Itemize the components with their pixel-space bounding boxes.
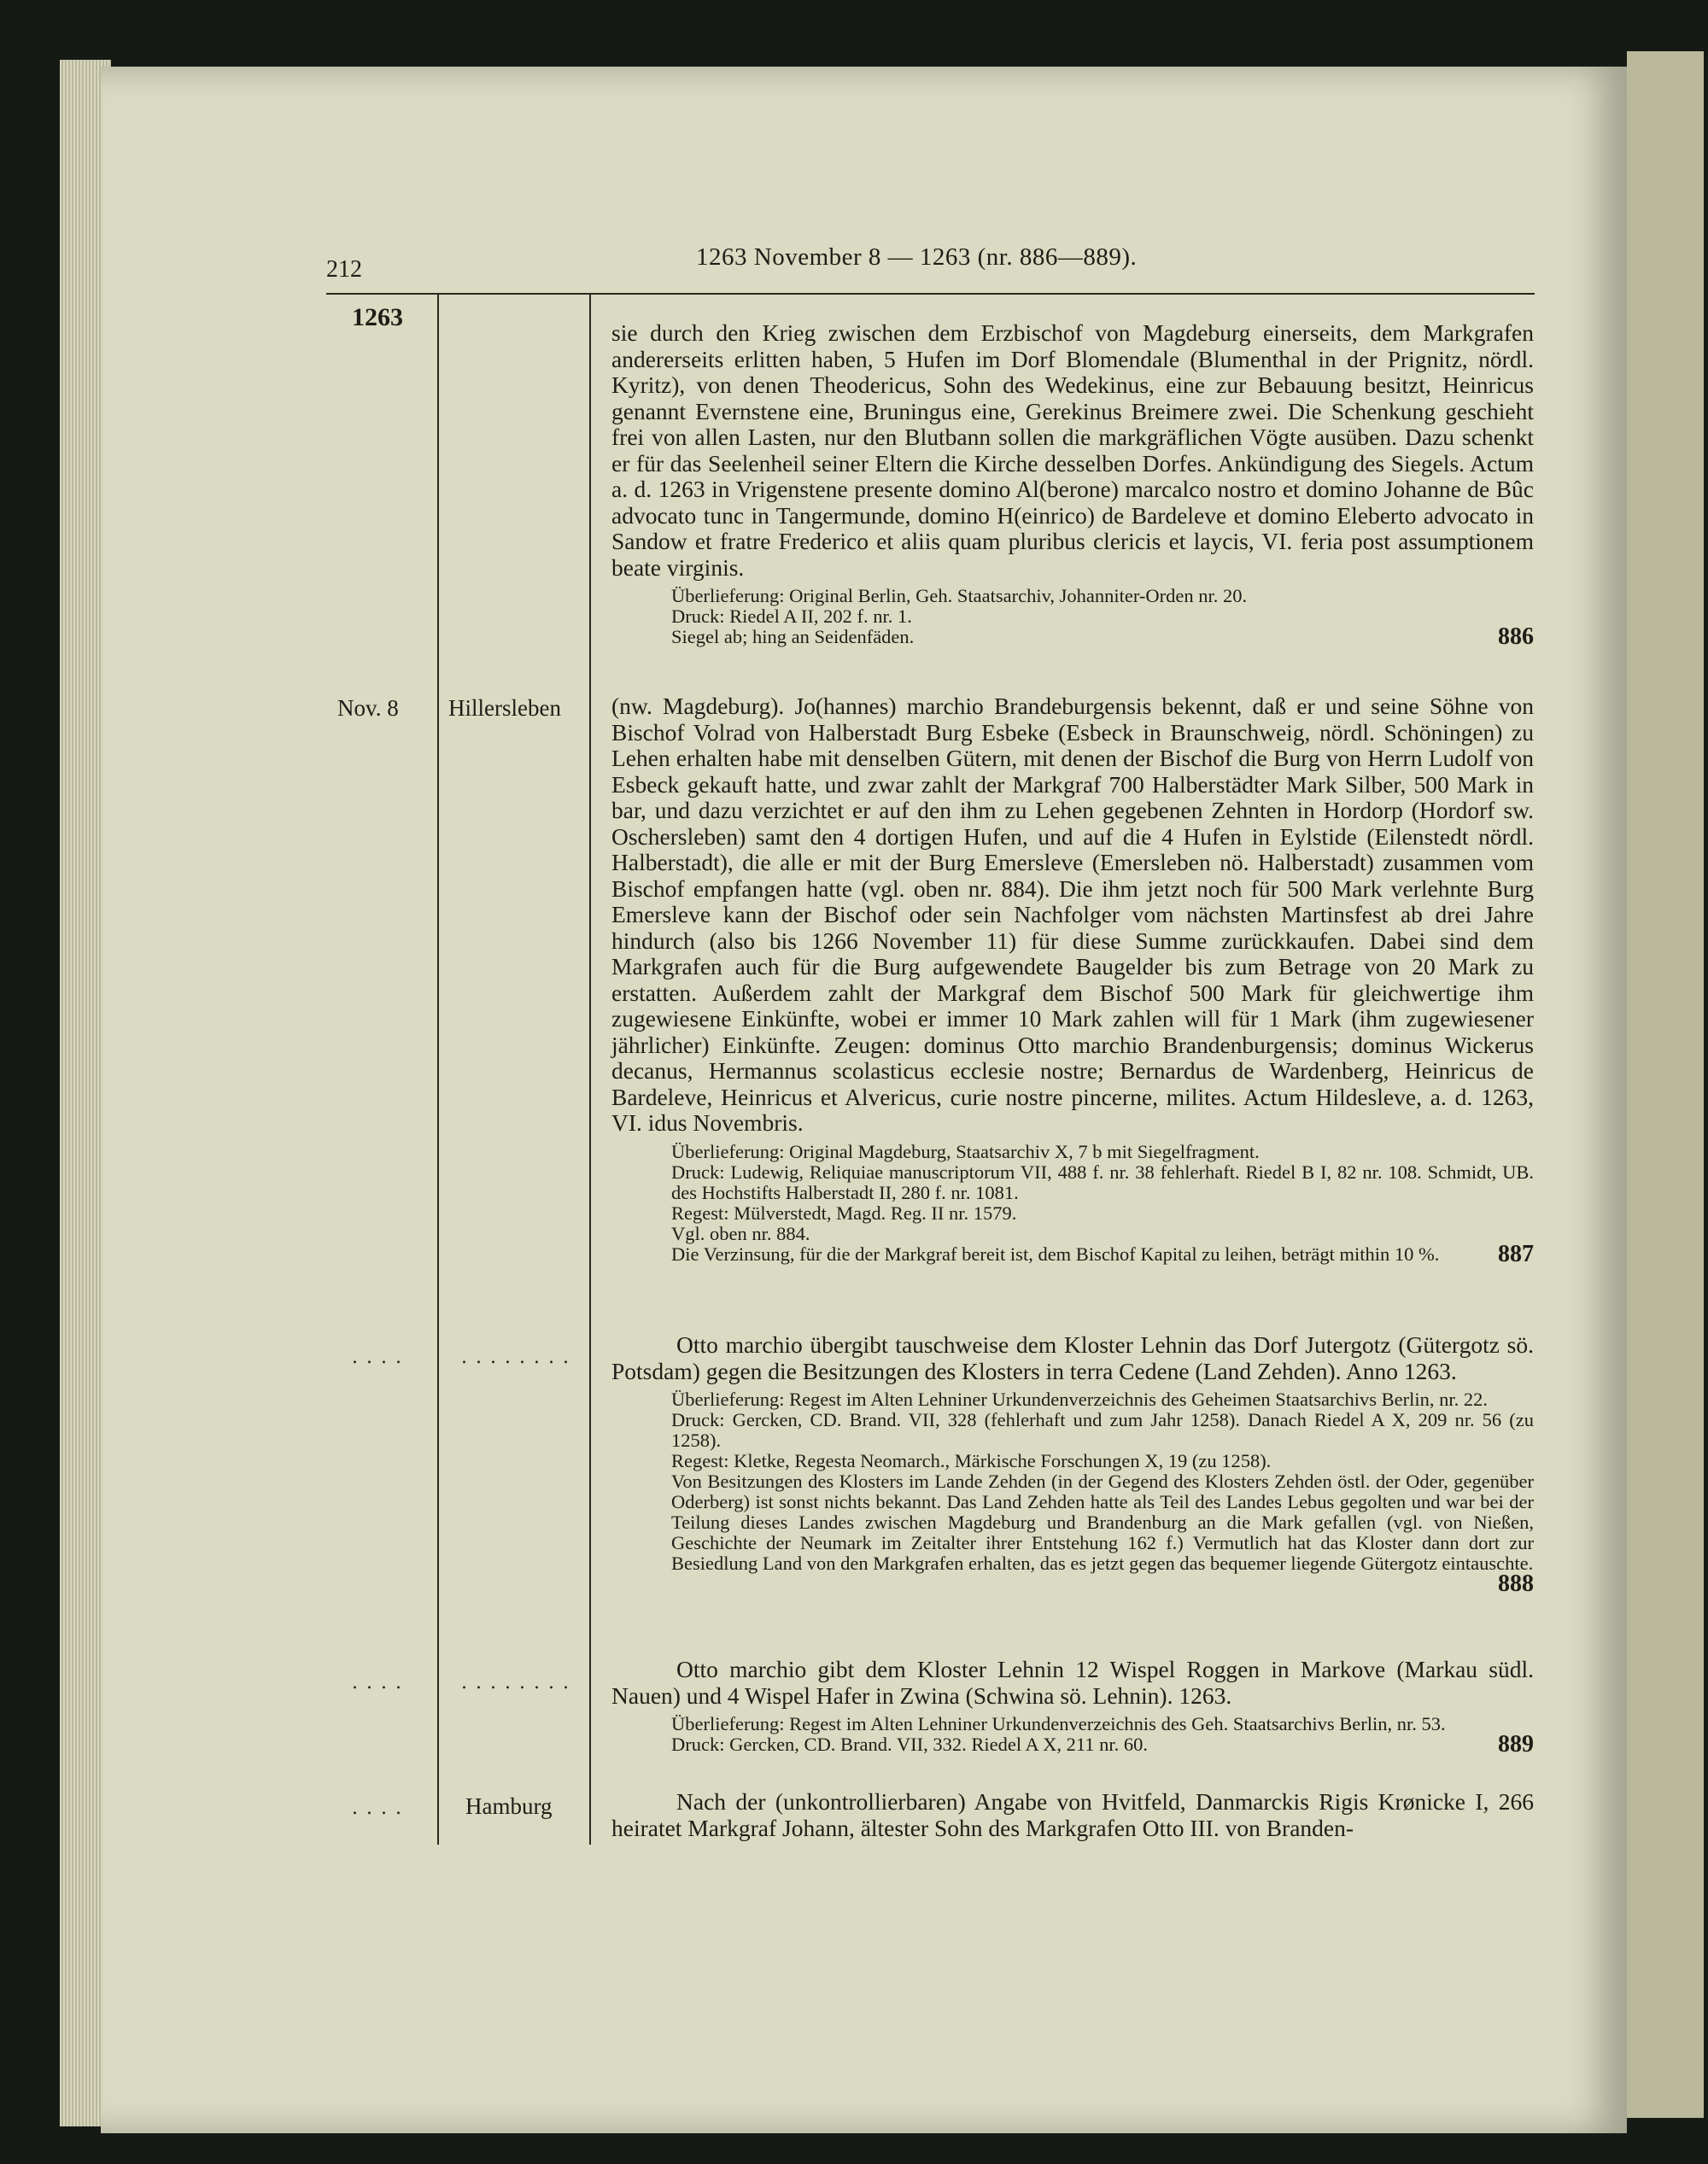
entry-890-place: Hamburg bbox=[465, 1793, 553, 1819]
note: Überlieferung: Regest im Alten Lehniner Urkundenverzeichnis des Geh. Staatsarchivs Berlin, nr. 53. bbox=[671, 1713, 1446, 1734]
entry-number: 886 bbox=[1498, 623, 1534, 650]
entry-888-notes bbox=[611, 1389, 1534, 1597]
note: Druck: Gercken, CD. Brand. VII, 328 (fehlerhaft und zum Jahr 1258). Danach Riedel A X, 209 nr. 56 (zu 1258). bbox=[671, 1409, 1534, 1451]
facing-page-edge bbox=[1627, 51, 1704, 2118]
note-text: Siegel ab; hing an Seidenfäden. bbox=[671, 626, 915, 647]
entry-887 bbox=[611, 693, 1534, 1265]
entry-888-text: Otto marchio übergibt tauschweise dem Kloster Lehnin das Dorf Jutergotz (Gütergotz sö. Potsdam) gegen die Besitzungen des Klosters in terra Cedene (Land Zehden). Anno 1263. bbox=[611, 1331, 1534, 1384]
page-number: 212 bbox=[326, 256, 362, 283]
entry-889-text: Otto marchio gibt dem Kloster Lehnin 12 Wispel Roggen in Markove (Markau südl. Nauen) und 4 Wispel Hafer in Zwina (Schwina sö. Lehnin). 1263. bbox=[611, 1656, 1534, 1709]
entry-888 bbox=[611, 1331, 1534, 1597]
note bbox=[671, 1240, 1534, 1267]
entry-888-date-dots: .... bbox=[352, 1347, 410, 1368]
header-rule bbox=[326, 293, 1535, 295]
entry-887-place: Hillersleben bbox=[448, 695, 561, 721]
entry-889 bbox=[611, 1656, 1534, 1758]
place-column-rule bbox=[589, 295, 591, 1845]
note-text: Die Verzinsung, für die der Markgraf bereit ist, dem Bischof Kapital zu leihen, beträgt mithin 10 %. bbox=[671, 1243, 1440, 1265]
note-text: Druck: Gercken, CD. Brand. VII, 332. Riedel A X, 211 nr. 60. bbox=[671, 1734, 1149, 1755]
entry-number: 888 bbox=[1498, 1570, 1534, 1597]
entry-number: 889 bbox=[1498, 1731, 1534, 1758]
entry-889-notes bbox=[611, 1713, 1534, 1758]
note: Druck: Ludewig, Reliquiae manuscriptorum VII, 488 f. nr. 38 fehlerhaft. Riedel B I, 82 nr. 108. Schmidt, UB. des Hochstifts Halberstadt II, 280 f. nr. 1081. bbox=[671, 1161, 1534, 1203]
note: Regest: Mülverstedt, Magd. Reg. II nr. 1579. bbox=[671, 1202, 1017, 1224]
running-head: 1263 November 8 — 1263 (nr. 886—889). bbox=[696, 243, 1138, 271]
note: Überlieferung: Original Berlin, Geh. Staatsarchiv, Johanniter-Orden nr. 20. bbox=[671, 585, 1248, 606]
date-column-rule bbox=[437, 295, 439, 1845]
note bbox=[671, 1731, 1534, 1758]
entry-889-date-dots: .... bbox=[352, 1672, 410, 1693]
note: Überlieferung: Regest im Alten Lehniner Urkundenverzeichnis des Geheimen Staatsarchivs Berlin, nr. 22. bbox=[671, 1389, 1488, 1410]
note: Druck: Riedel A II, 202 f. nr. 1. bbox=[671, 605, 912, 627]
entry-888-place-dots: ........ bbox=[461, 1347, 577, 1368]
entry-887-notes bbox=[611, 1142, 1534, 1265]
entry-890 bbox=[611, 1789, 1534, 1841]
entry-890-text: Nach der (unkontrollierbaren) Angabe von Hvitfeld, Danmarckis Rigis Krønicke I, 266 heiratet Markgraf Johann, ältester Sohn des Markgrafen Otto III. von Branden- bbox=[611, 1788, 1534, 1841]
note bbox=[671, 623, 1534, 650]
note bbox=[671, 1471, 1534, 1597]
note: Regest: Kletke, Regesta Neomarch., Märkische Forschungen X, 19 (zu 1258). bbox=[671, 1450, 1272, 1471]
entry-886-notes bbox=[611, 585, 1534, 650]
entry-887-date: Nov. 8 bbox=[337, 695, 399, 721]
entry-number: 887 bbox=[1498, 1240, 1534, 1267]
margin-year: 1263 bbox=[352, 303, 403, 331]
entry-886-text: sie durch den Krieg zwischen dem Erzbischof von Magdeburg einerseits, dem Markgrafen andererseits erlitten haben, 5 Hufen im Dorf Blomendale (Blumenthal in der Prignitz, nördl. Kyritz), von denen Theodericus, Sohn des Wedekinus, eine zur Bebauung besitzt, Heinricus genannt Evernstene eine, Bruningus eine, Gerekinus Breimere zwei. Die Schenkung geschieht frei von allen Lasten, nur den Blutbann sollen die markgräflichen Vögte ausüben. Dazu schenkt er für das Seelenheil seiner Eltern die Kirche desselben Dorfes. Ankündigung des Siegels. Actum a. d. 1263 in Vrigenstene presente domino Al(berone) marcalco nostro et domino Johanne de Bûc advocato tunc in Tangermunde, domino H(einrico) de Bardeleve et domino Eleberto advocato in Sandow et fratre Frederico et aliis quam pluribus clericis et laycis, VI. feria post assumptionem beate virginis. bbox=[611, 319, 1534, 581]
note: Vgl. oben nr. 884. bbox=[671, 1222, 810, 1244]
note-text: Von Besitzungen des Klosters im Lande Zehden (in der Gegend des Klosters Zehden östl. der Oder, gegenüber Oderberg) ist sonst nichts bekannt. Das Land Zehden hatte als Teil des Landes Lebus gegolten und war bei der Teilung dieses Landes zwischen Magdeburg und Brandenburg an die Mark gefallen (vgl. von Nießen, Geschichte der Neumark im Zeitalter ihrer Entstehung 162 f.) Vermutlich hat das Kloster dann dort zur Besiedlung Land von den Markgrafen erhalten, das es jetzt gegen das bequemer liegende Gütergotz eintauschte. bbox=[671, 1471, 1534, 1574]
entry-890-date-dots: .... bbox=[352, 1798, 410, 1819]
entry-886 bbox=[611, 319, 1534, 650]
entry-889-place-dots: ........ bbox=[461, 1672, 577, 1693]
note: Überlieferung: Original Magdeburg, Staatsarchiv X, 7 b mit Siegelfragment. bbox=[671, 1140, 1260, 1162]
entry-887-text: (nw. Magdeburg). Jo(hannes) marchio Brandeburgensis bekennt, daß er und seine Söhne von Bischof Volrad von Halberstadt Burg Esbeke (Esbeck in Braunschweig, nördl. Schöningen) zu Lehen erhalten habe mit denselben Gütern, mit denen der Bischof die Burg von Herrn Ludolf von Esbeck gekauft hatte, und zwar zahlt der Markgraf 700 Halberstädter Mark Silber, 500 Mark in bar, und dazu verzichtet er auf den ihm zu Lehen gegebenen Zehnten in Hordorp (Hordorf sw. Oschersleben) samt den 4 dortigen Hufen, und auf die 4 Hufen in Eylstide (Eilenstedt nördl. Halberstadt), die alle er mit der Burg Emersleve (Emersleben nö. Halberstadt) zusammen vom Bischof empfangen hatte (vgl. oben nr. 884). Die ihm jetzt noch für 500 Mark verlehnte Burg Emersleve kann der Bischof oder sein Nachfolger vom nächsten Martinsfest ab drei Jahre hindurch (also bis 1266 November 11) für diese Summe zurückkaufen. Dabei sind dem Markgrafen auch für die Burg aufgewendete Baugelder bis zum Betrage von 20 Mark zu erstatten. Außerdem zahlt der Markgraf dem Bischof 500 Mark für gleichwertige ihm zugewiesene Einkünfte, wobei er immer 10 Mark zahlen will für 1 Mark (ihm zugewiesener jährlicher) Einkünfte. Zeugen: dominus Otto marchio Brandenburgensis; dominus Wickerus decanus, Hermannus scolasticus ecclesie nostre; Bernardus de Wardenberg, Heinricus de Bardeleve, Heinricus et Alvericus, curie nostre pincerne, milites. Actum Hildesleve, a. d. 1263, VI. idus Novembris. bbox=[611, 693, 1534, 1136]
